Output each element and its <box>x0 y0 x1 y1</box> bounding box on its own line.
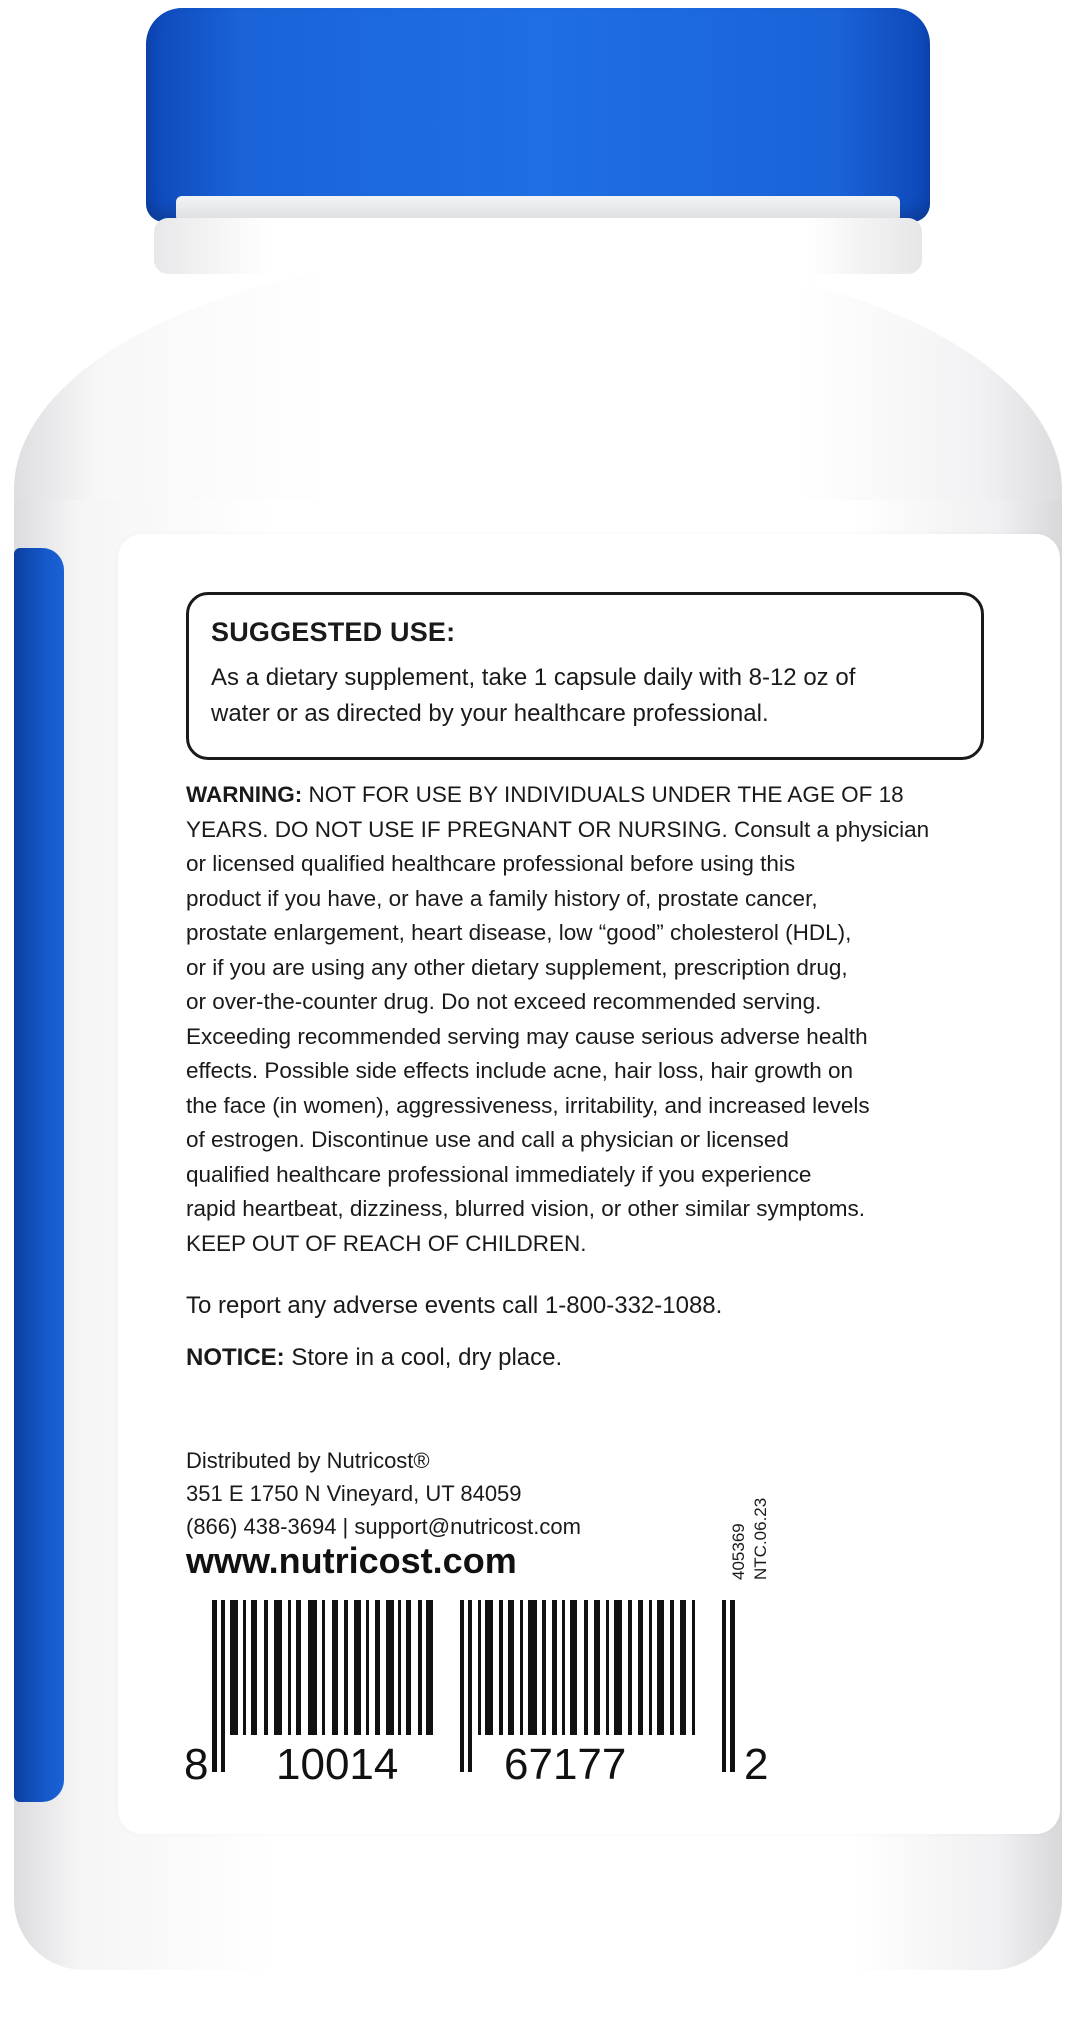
warning-line: Exceeding recommended serving may cause serious adverse health <box>186 1023 868 1049</box>
warning-line: the face (in women), aggressiveness, irritability, and increased levels <box>186 1092 870 1118</box>
label-blue-band <box>14 548 64 1802</box>
website: www.nutricost.com <box>186 1540 517 1581</box>
storage-notice: NOTICE: Store in a cool, dry place. <box>186 1344 563 1371</box>
batch-code: NTC.06.23 <box>751 1497 770 1580</box>
warning-text <box>186 778 1006 1261</box>
warning-line: YEARS. DO NOT USE IF PREGNANT OR NURSING. Consult a physician <box>186 816 930 842</box>
distributor-contact: (866) 438-3694 | support@nutricost.com <box>186 1514 581 1539</box>
barcode-group-1: 10014 <box>276 1740 399 1789</box>
suggested-use-box <box>186 592 984 760</box>
warning-line: or over-the-counter drug. Do not exceed recommended serving. <box>186 989 822 1014</box>
barcode-group-2: 67177 <box>504 1740 627 1789</box>
bottle-cap <box>146 8 930 222</box>
suggested-use-title: SUGGESTED USE: <box>211 617 456 647</box>
warning-line: or licensed qualified healthcare professional before using this <box>186 851 796 876</box>
warning-label: WARNING: <box>186 782 303 807</box>
warning-line: KEEP OUT OF REACH OF CHILDREN. <box>186 1230 587 1256</box>
warning-line: qualified healthcare professional immediately if you experience <box>186 1161 812 1187</box>
warning-line: effects. Possible side effects include acne, hair loss, hair growth on <box>186 1058 854 1083</box>
distributor-info <box>186 1444 581 1543</box>
distributor-name: Distributed by Nutricost® <box>186 1448 430 1473</box>
suggested-use-line-2: water or as directed by your healthcare professional. <box>211 700 769 727</box>
barcode-first-digit: 8 <box>184 1740 209 1789</box>
notice-label: NOTICE: <box>186 1344 285 1371</box>
warning-line: product if you have, or have a family history of, prostate cancer, <box>186 885 818 911</box>
warning-line: of estrogen. Discontinue use and call a physician or licensed <box>186 1127 789 1152</box>
lot-number: 405369 <box>729 1523 748 1580</box>
distributor-address: 351 E 1750 N Vineyard, UT 84059 <box>186 1481 522 1506</box>
adverse-event-report: To report any adverse events call 1-800-332-1088. <box>186 1292 723 1319</box>
warning-line: or if you are using any other dietary supplement, prescription drug, <box>186 954 848 980</box>
lot-codes <box>728 1498 772 1580</box>
barcode-check-digit: 2 <box>744 1740 769 1789</box>
warning-line: prostate enlargement, heart disease, low “good” cholesterol (HDL), <box>186 920 852 945</box>
warning-line: WARNING: NOT FOR USE BY INDIVIDUALS UNDER THE AGE OF 18 <box>186 782 904 807</box>
warning-line: rapid heartbeat, dizziness, blurred vision, or other similar symptoms. <box>186 1196 866 1221</box>
suggested-use-line-1: As a dietary supplement, take 1 capsule daily with 8-12 oz of <box>211 664 856 691</box>
